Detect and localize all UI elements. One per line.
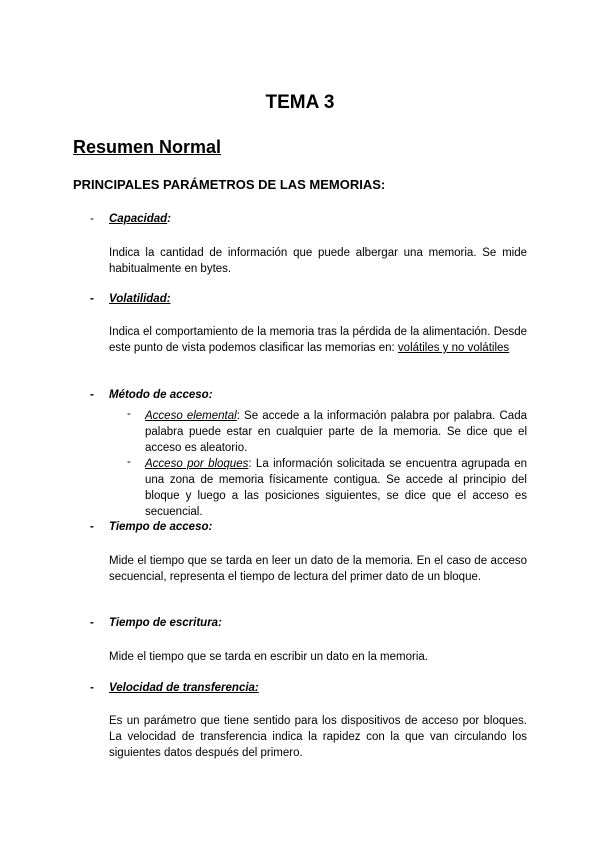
sublist-dash: - [127,408,131,420]
list-dash: - [90,213,94,225]
item-capacidad-text: Indica la cantidad de información que puede albergar una memoria. Se mide habitualmente en bytes. [109,247,527,275]
list-dash: - [90,521,94,533]
item-tiempo-acceso-label: Tiempo de acceso: [109,521,213,533]
item-velocidad-text: Es un parámetro que tiene sentido para los dispositivos de acceso por bloques. La velocidad de transferencia indica la rapidez con la que van circulando los siguientes datos después del primero. [109,715,527,759]
item-capacidad-label: Capacidad: [109,213,172,225]
list-dash: - [90,682,94,694]
item-volatilidad-label: Volatilidad: [109,293,171,305]
document-title: TEMA 3 [265,92,335,113]
item-tiempo-escritura-text: Mide el tiempo que se tarda en escribir un dato en la memoria. [109,651,428,663]
item-tiempo-acceso-text: Mide el tiempo que se tarda en leer un dato de la memoria. En el caso de acceso secuencial, representa el tiempo de lectura del primer dato de un bloque. [109,555,527,583]
item-velocidad-label: Velocidad de transferencia: [109,682,259,694]
item-tiempo-escritura-label: Tiempo de escritura: [109,617,222,629]
item-metodo-label: Método de acceso: [109,389,213,401]
list-dash: - [90,617,94,629]
item-volatilidad-text: Indica el comportamiento de la memoria tras la pérdida de la alimentación. Desde este punto de vista podemos clasificar las memorias en: volátiles y no volátiles [109,326,527,354]
subitem-acceso-elemental: Acceso elemental: Se accede a la información palabra por palabra. Cada palabra puede estar en cualquier parte de la memoria. Se dice que el acceso es aleatorio. [145,410,527,454]
list-dash: - [90,389,94,401]
volatiles-link: volátiles y no volátiles [397,342,510,354]
section-heading: PRINCIPALES PARÁMETROS DE LAS MEMORIAS: [73,177,386,192]
document-subtitle: Resumen Normal [73,137,222,157]
sublist-dash: - [127,456,131,468]
subitem-acceso-bloques: Acceso por bloques: La información solicitada se encuentra agrupada en una zona de memoria físicamente contigua. Se accede al principio del bloque y luego a las posiciones siguientes, se dice que el acceso es secuencial. [145,458,527,518]
list-dash: - [90,293,94,305]
